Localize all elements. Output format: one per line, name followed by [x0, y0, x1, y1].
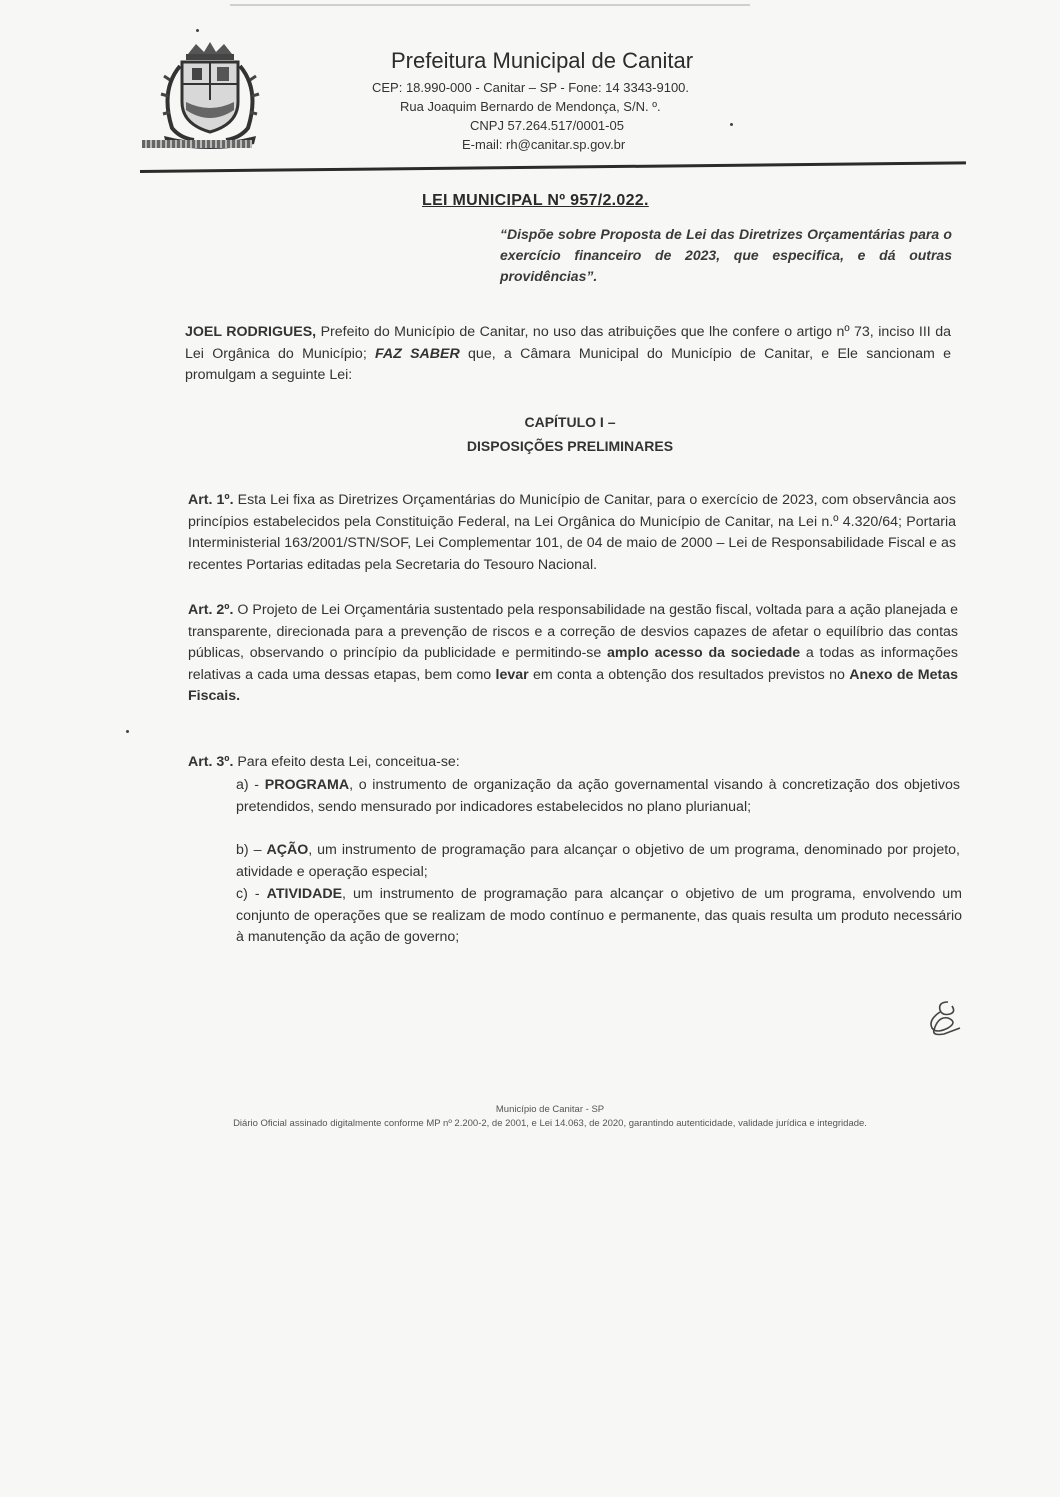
article-2-bold-1: amplo acesso da sociedade [607, 645, 801, 661]
handwritten-signature-icon [918, 998, 966, 1038]
chapter-name: DISPOSIÇÕES PRELIMINARES [466, 438, 674, 454]
scan-speck [730, 123, 733, 126]
item-a-term: PROGRAMA [264, 777, 350, 793]
header-cep-line: CEP: 18.990-000 - Canitar – SP - Fone: 14 3343-9100. [372, 80, 690, 95]
law-title: LEI MUNICIPAL Nº 957/2.022. [422, 192, 649, 209]
item-a-prefix: a) - [236, 777, 265, 793]
article-3-label: Art. 3º. [188, 754, 234, 770]
article-1 [188, 490, 956, 576]
item-c-text: , um instrumento de programação para alcançar o objetivo de um programa, envolvendo um conjunto de operações que se realizam de modo contínuo e permanente, das quais resulta um produto necessário à manutenção da ação de governo; [236, 886, 962, 945]
scan-speck [196, 29, 199, 32]
header-address-line: Rua Joaquim Bernardo de Mendonça, S/N. º. [400, 99, 661, 114]
item-c-prefix: c) - [236, 886, 267, 902]
article-3-intro [188, 752, 948, 774]
seal-banner [142, 140, 252, 148]
footer-legal-note: Diário Oficial assinado digitalmente conforme MP nº 2.200-2, de 2001, e Lei 14.063, de 2020, garantindo autenticidade, validade jurídica e integridade. [233, 1118, 867, 1129]
chapter-number: CAPÍTULO I – [524, 414, 616, 430]
item-b-term: AÇÃO [266, 842, 309, 858]
preamble-text-2: que, a Câmara Municipal do Município de Canitar, e Ele sancionam e promulgam a seguinte Lei: [185, 345, 951, 383]
law-ementa: “Dispõe sobre Proposta de Lei das Diretrizes Orçamentárias para o exercício financeiro de 2023, que especifica, e dá outras providências”. [500, 226, 952, 284]
article-2-bold-2: levar [495, 666, 529, 683]
article-3-item-b [236, 840, 960, 883]
faz-saber: FAZ SABER [375, 345, 460, 362]
item-b-text: , um instrumento de programação para alcançar o objetivo de um programa, denominado por projeto, atividade e operação especial; [236, 842, 961, 880]
item-b-prefix: b) – [236, 842, 267, 858]
article-2-text-3: em conta a obtenção dos resultados previstos no [528, 666, 850, 683]
article-2 [188, 600, 958, 708]
header-divider [140, 161, 966, 173]
article-2-text-2: a todas as informações relativas a cada uma dessas etapas, bem como [188, 645, 958, 683]
article-2-label: Art. 2º. [188, 602, 234, 618]
mayor-name: JOEL RODRIGUES, [185, 324, 317, 340]
footer-municipality: Município de Canitar - SP [495, 1104, 605, 1115]
article-2-text-1: O Projeto de Lei Orçamentária sustentado pela responsabilidade na gestão fiscal, voltada para a ação planejada e transparente, direcionada para a prevenção de riscos e a correção de desvios capazes de afetar o equilíbrio das contas públicas, observando o princípio da publicidade e permitindo-se [188, 602, 958, 661]
preamble-text-1: Prefeito do Município de Canitar, no uso das atribuições que lhe confere o artigo nº 73, inciso III da Lei Orgânica do Município; [185, 324, 951, 362]
header-title: Prefeitura Municipal de Canitar [391, 48, 694, 73]
article-3-item-c [236, 884, 962, 949]
article-1-text: Esta Lei fixa as Diretrizes Orçamentárias do Município de Canitar, para o exercício de 2023, com observância aos princípios estabelecidos pela Constituição Federal, na Lei Orgânica do Município de Canitar, na Lei n.º 4.320/64; Portaria Interministerial 163/2001/STN/SOF, Lei Complementar 101, de 04 de maio de 2000 – Lei de Responsabilidade Fiscal e as recentes Portarias editadas pela Secretaria do Tesouro Nacional. [188, 492, 956, 573]
article-1-label: Art. 1º. [188, 492, 234, 508]
item-a-text: , o instrumento de organização da ação governamental visando à concretização dos objetivos pretendidos, sendo mensurado por indicadores estabelecidos no plano plurianual; [236, 777, 960, 815]
scan-speck [126, 730, 129, 733]
article-3-item-a [236, 775, 960, 818]
article-2-bold-3: Anexo de Metas Fiscais. [188, 666, 958, 704]
header-cnpj-line: CNPJ 57.264.517/0001-05 [470, 118, 624, 133]
municipal-coat-of-arms-icon [150, 40, 270, 152]
preamble-paragraph [185, 322, 951, 387]
item-c-term: ATIVIDADE [266, 886, 343, 902]
scan-edge-line [230, 4, 750, 6]
header-email-line: E-mail: rh@canitar.sp.gov.br [462, 137, 626, 152]
article-3-intro-text: Para efeito desta Lei, conceitua-se: [233, 754, 460, 770]
